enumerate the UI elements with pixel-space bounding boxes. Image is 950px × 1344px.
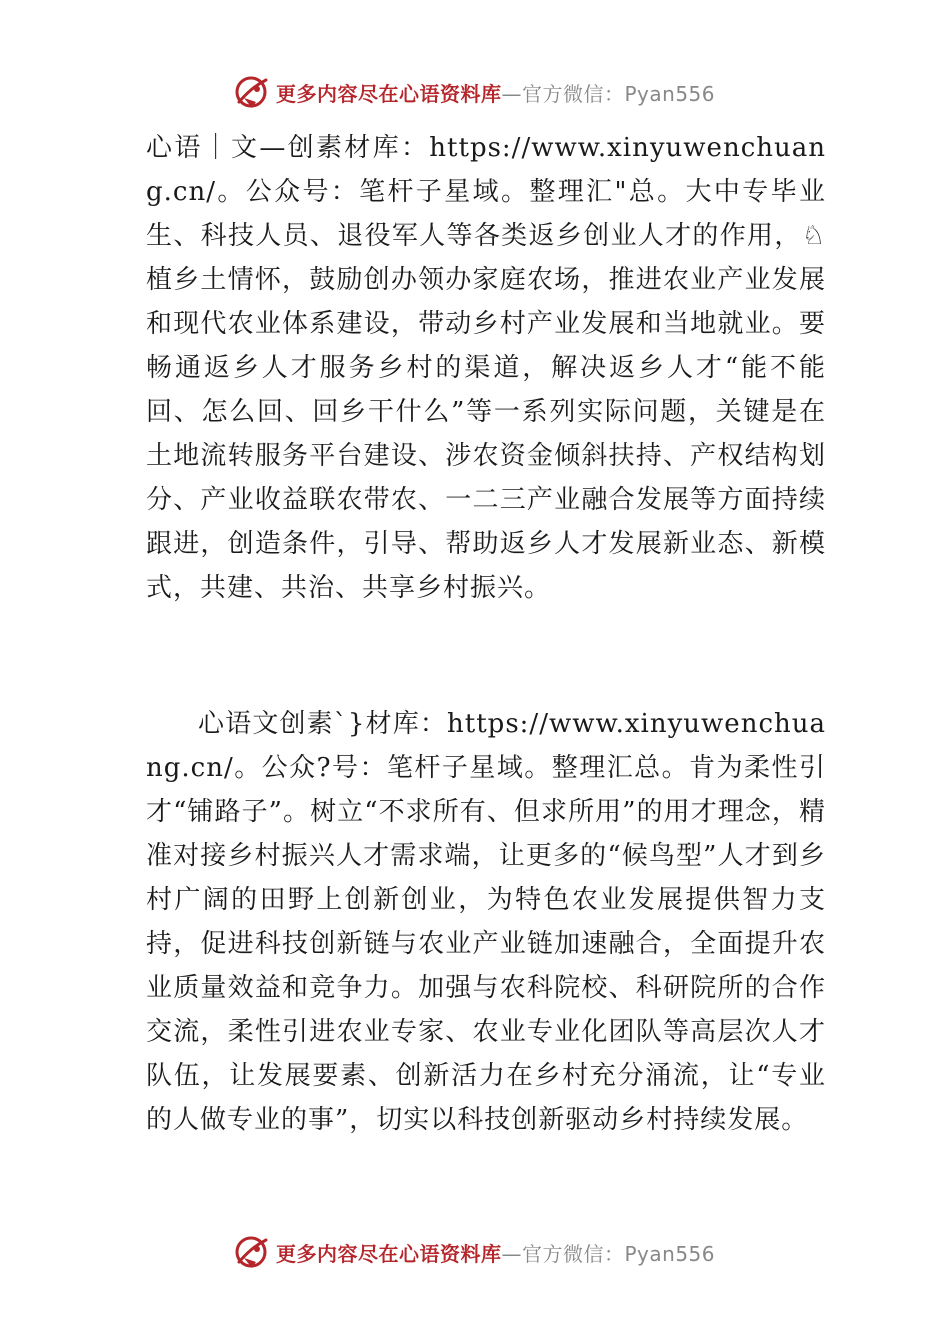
brush-logo-icon xyxy=(232,1232,272,1272)
header-banner xyxy=(232,70,732,114)
brush-logo-icon xyxy=(232,72,272,112)
banner-contact-text: —官方微信：Pyan556 xyxy=(501,1241,716,1266)
body-paragraph: 心语｜文—创素材库：https://www.xinyuwenchuang.cn/。公众号：笔杆子星域。整理汇"总。大中专毕业生、科技人员、退役军人等各类返乡创业人才的作用，♘植乡土情怀，鼓励创办领办家庭农场，推进农业产业发展和现代农业体系建设，带动乡村产业发展和当地就业。要畅通返乡人才服务乡村的渠道，解决返乡人才“能不能回、怎么回、回乡干什么”等一系列实际问题，关键是在土地流转服务平台建设、涉农资金倾斜扶持、产权结构划分、产业收益联农带农、一二三产业融合发展等方面持续跟进，创造条件，引导、帮助返乡人才发展新业态、新模式，共建、共治、共享乡村振兴。 xyxy=(146,133,826,603)
banner-brand-text: 更多内容尽在心语资料库 xyxy=(276,81,502,106)
footer-banner xyxy=(232,1230,732,1274)
banner-brand-text: 更多内容尽在心语资料库 xyxy=(276,1241,502,1266)
body-paragraph: 心语文创素`}材库：https://www.xinyuwenchuang.cn/。公众?号：笔杆子星域。整理汇总。肯为柔性引才“铺路子”。树立“不求所有、但求所用”的用才理念，精准对接乡村振兴人才需求端，让更多的“候鸟型”人才到乡村广阔的田野上创新创业，为特色农业发展提供智力支持，促进科技创新链与农业产业链加速融合，全面提升农业质量效益和竞争力。加强与农科院校、科研院所的合作交流，柔性引进农业专家、农业专业化团队等高层次人才队伍，让发展要素、创新活力在乡村充分涌流，让“专业的人做专业的事”，切实以科技创新驱动乡村持续发展。 xyxy=(146,709,826,1135)
banner-contact-text: —官方微信：Pyan556 xyxy=(501,81,716,106)
